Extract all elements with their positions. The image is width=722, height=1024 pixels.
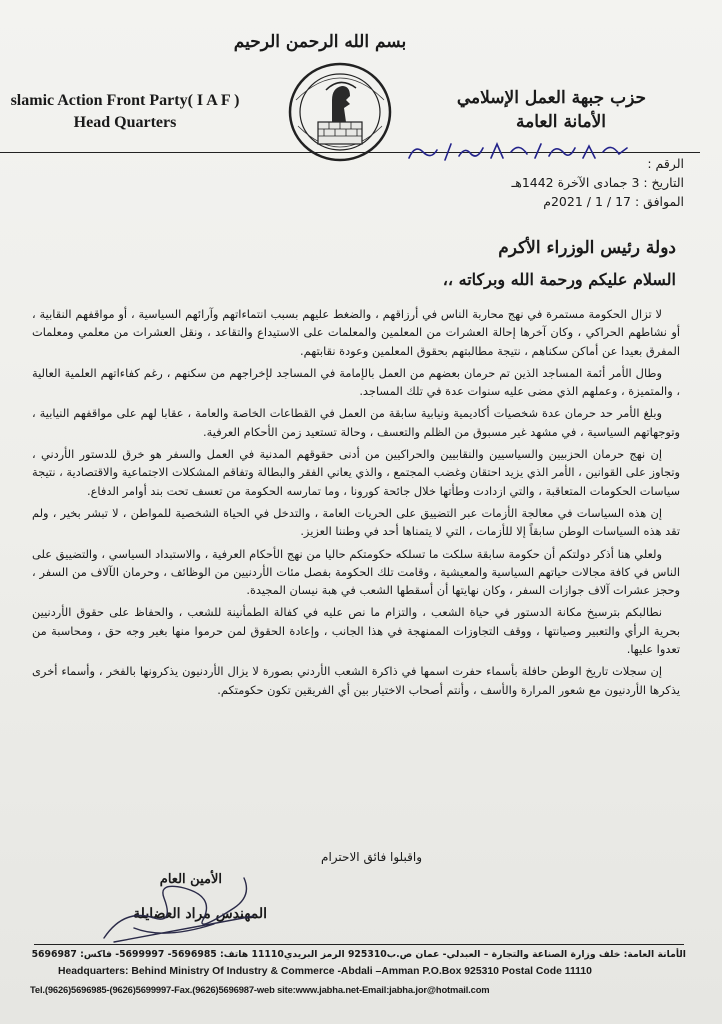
- paragraph: إن هذه السياسات في معالجة الأزمات عبر التضييق على الحريات العامة ، والتدخل في الحياة الشخصية للمواطن ، لا تبشر بخير ، ولم تقد هذه السياسات الوطن سابقاً إلا للأزمات ، التي لا يتمناها أحد في وطننا العزيز.: [32, 505, 680, 539]
- footer-contact-info: Tel.(9626)5696985-(9626)5699997-Fax.(9626)5696987-web site:www.jabha.net-Email:jabha.jor@hotmail.com: [30, 984, 490, 995]
- footer-english-address: Headquarters: Behind Ministry Of Industry & Commerce -Abdali –Amman P.O.Box 925310 Postal Code 11110: [58, 966, 592, 977]
- letter-body: [32, 305, 680, 703]
- footer-arabic-address: الأمانة العامة: خلف وزارة الصناعة والتجارة – العبدلي- عمان ص.ب925310 الرمز البريدي11110 هاتف: 5696985- 5699997- فاكس: 5696987: [31, 949, 686, 960]
- paragraph: وطال الأمر أئمة المساجد الذين تم حرمان بعضهم من العمل بالإمامة في المساجد لإخراجهم من سكنهم ، رغم كفاءاتهم العلمية العالية ، والمتميزة ، وعملهم الذي مضى عليه سنوات عدة في تلك المساجد.: [32, 365, 680, 399]
- basmala: بسم الله الرحمن الرحيم: [233, 32, 407, 52]
- signatory-name: المهندس مراد العضايلة: [133, 906, 267, 922]
- english-hq-label: Head Quarters: [73, 114, 177, 131]
- reference-label: الرقم :: [647, 156, 684, 171]
- english-party-name: slamic Action Front Party( I A F ): [10, 92, 240, 109]
- greeting: السلام عليكم ورحمة الله وبركاته ،،: [442, 270, 676, 289]
- closing-line: واقبلوا فائق الاحترام: [321, 850, 422, 864]
- gregorian-date: الموافق : 17 / 1 / 2021م: [543, 194, 684, 209]
- iaf-emblem-icon: [286, 60, 394, 164]
- svg-text:٣/١/٢٠١٣/١١٠/٢٩٣: ٣/١/٢٠١٣/١١٠/٢٩٣: [405, 123, 530, 142]
- english-header: [0, 90, 250, 134]
- arabic-hq-label: الأمانة العامة: [516, 112, 606, 132]
- handwritten-signature: [94, 868, 264, 948]
- paragraph: لا تزال الحكومة مستمرة في نهج محاربة الناس في أرزاقهم ، والضغط عليهم بسبب انتماءاتهم وآرائهم السياسية ، أو مواقفهم النقابية ، أو نشاطهم الحراكي ، وكان آخرها إحالة العشرات من المعلمين والمعلمات على الاستيداع والتقاعد ، ونقل العشرات من معلمي ومعلمات المفرق بعيدا عن أماكن سكناهم ، نتيجة مطالبتهم بحقوق المعلمين وعودة نقابتهم.: [32, 307, 680, 358]
- paragraph: ولعلي هنا أذكر دولتكم أن حكومة سابقة سلكت ما تسلكه حكومتكم حاليا من نهج الأحكام العرفية ، والاستبداد السياسي ، والتضييق على الناس في كافة مجالات حياتهم السياسية والمعيشية ، وقامت تلك الحكومة بفصل مئات الأردنيين من الوظائف ، وحرمان الآلاف من السفر ، وحجز عشرات آلاف جوازات السفر ، وكان نهايتها أن أسقطها الشعب في هبة نيسان المجيدة.: [32, 546, 680, 598]
- paragraph: إن سجلات تاريخ الوطن حافلة بأسماء حفرت اسمها في ذاكرة الشعب الأردني بصورة لا يزال الأردنيون يذكرونها بالفخر ، وأسماء أخرى يذكرها الأردنيون مع شعور المرارة والأسف ، وأنتم أصحاب الاختيار بين أي الفريقين تكون حكومتكم.: [32, 664, 680, 697]
- paragraph: نطالبكم بترسيخ مكانة الدستور في حياة الشعب ، والتزام ما نص عليه في كفالة الطمأنينة للشعب ، والحفاظ على حقوق الأردنيين بحرية الرأي والتعبير وصيانتها ، ووقف التجاوزات الممنهجة في هذا الجانب ، وإعادة الحقوق لمن حرموا منها بغير وجه حق ، ومحاسبة من تعدوا عليها.: [32, 605, 680, 657]
- signatory-title: الأمين العام: [159, 872, 222, 887]
- paragraph: إن نهج حرمان الحزبيين والسياسيين والنقابيين والحراكيين من أدنى حقوقهم المدنية في العمل والسفر هو خرق للدستور الأردني ، وتجاوز على القوانين ، الأمر الذي يزيد احتقان وغضب المجتمع ، والذي يعاني الفقر والبطالة وتفاقم المشكلات الاجتماعية والاقتصادية ، نتيجة سياسات الحكومات المتعاقبة ، والتي ازدادت وطأتها خلال جائحة كورونا ، وما تمارسه الحكومة من تعسف تحت بند أوامر الدفاع.: [32, 447, 680, 498]
- footer-divider: [34, 944, 684, 945]
- paragraph: وبلغ الأمر حد حرمان عدة شخصيات أكاديمية ونيابية سابقة من العمل في القطاعات الخاصة والعامة ، عقابا لهم على مواقفهم النيابية ، وتوجهاتهم السياسية ، في مشهد غير مسبوق من الظلم والتعسف ، وحالة تستعيد زمن الأحكام العرفية.: [32, 406, 680, 439]
- addressee: دولة رئيس الوزراء الأكرم: [498, 238, 676, 258]
- hijri-date: التاريخ : 3 جمادى الآخرة 1442هـ: [511, 175, 684, 190]
- arabic-party-name: حزب جبهة العمل الإسلامي: [456, 88, 646, 108]
- letter-metadata: [304, 154, 684, 211]
- arabic-header: [386, 86, 646, 134]
